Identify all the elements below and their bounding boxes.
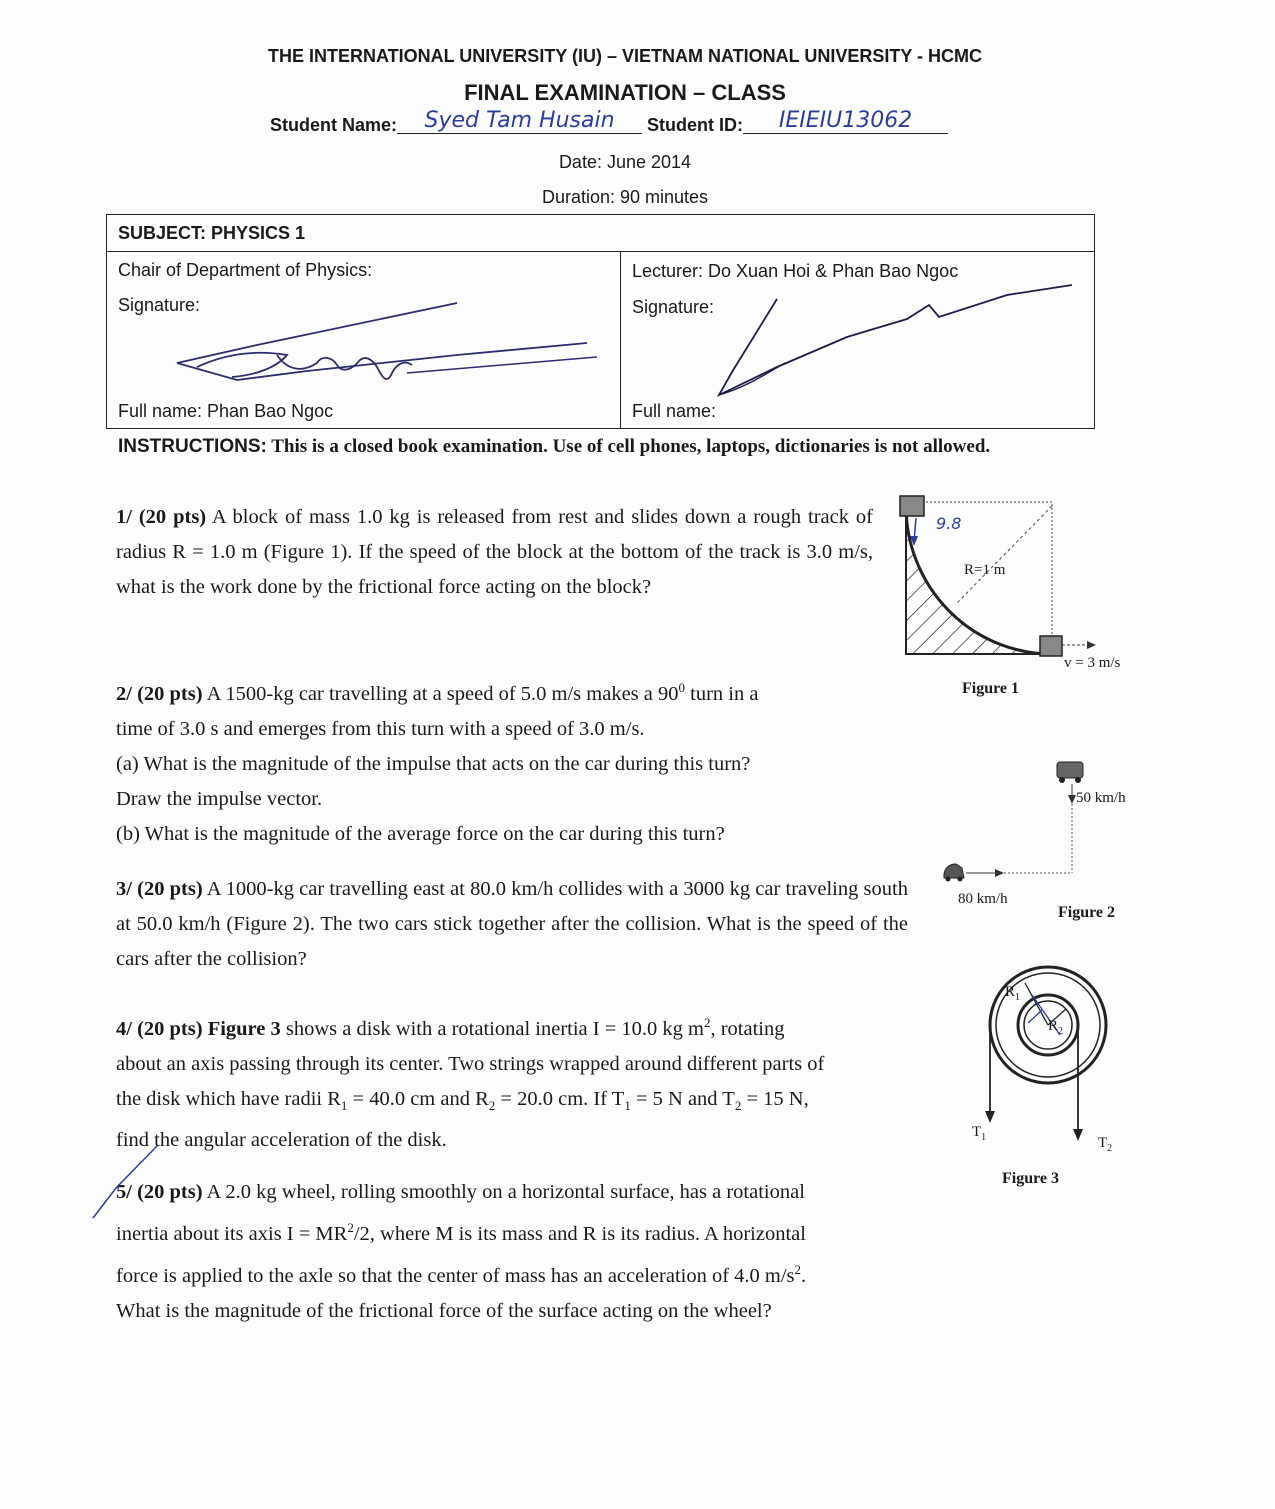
question-2 <box>116 670 876 852</box>
exam-title: FINAL EXAMINATION – CLASS <box>464 80 786 105</box>
q1-text: A block of mass 1.0 kg is released from rest and slides down a rough track of radius R = 1.0 m (Figure 1). If the speed of the block at the bottom of the track is 3.0 m/s, what is the work done by the frictional force acting on the block? <box>116 506 873 598</box>
q5-line1: A 2.0 kg wheel, rolling smoothly on a horizontal surface, has a rotational <box>202 1181 805 1203</box>
chair-label: Chair of Department of Physics: <box>118 260 373 280</box>
figure-3-t2: $T_2$ <box>1098 1135 1113 1154</box>
question-4 <box>116 1005 956 1158</box>
student-id-label: Student ID: <box>647 115 744 135</box>
question-1 <box>116 500 873 605</box>
margin-pen-stroke <box>88 1140 168 1225</box>
figure-2-south-speed: 50 km/h <box>1076 790 1126 806</box>
figure-3-caption: Figure 3 <box>1002 1170 1060 1187</box>
figure-1-speed-label: v = 3 m/s <box>1064 655 1121 671</box>
info-table <box>106 214 1095 429</box>
figure-2-caption: Figure 2 <box>1058 904 1116 921</box>
figure-3-t1: $T_1$ <box>972 1124 987 1143</box>
q1-head: 1/ (20 pts) <box>116 506 207 528</box>
figure-2-east-speed: 80 km/h <box>958 891 1008 907</box>
exam-duration: Duration: 90 minutes <box>541 187 709 207</box>
instructions-label: INSTRUCTIONS: <box>118 436 267 457</box>
table-divider <box>620 251 621 428</box>
lecturer-full-name: Full name: <box>632 401 717 421</box>
university-name: THE INTERNATIONAL UNIVERSITY (IU) – VIETNAM NATIONAL UNIVERSITY - HCMC <box>267 46 983 66</box>
figure-3-r2: $R_2$ <box>1048 1018 1064 1037</box>
figure-1-caption: Figure 1 <box>962 680 1020 697</box>
q2-line1-end: turn in a <box>685 682 759 705</box>
instructions <box>118 436 990 458</box>
question-5 <box>116 1175 956 1329</box>
subject-title: SUBJECT: PHYSICS 1 <box>118 223 306 243</box>
q3-text: A 1000-kg car travelling east at 80.0 km/h collides with a 3000 kg car traveling south at 50.0 km/h (Figure 2). The two cars stick together after the collision. What is the speed of the cars after the collision? <box>116 878 908 970</box>
figure-1-radius-label: R=1 m <box>964 562 1006 578</box>
chair-signature <box>137 295 597 390</box>
q5-head: 5/ (20 pts) <box>116 1181 203 1203</box>
q4-line1-end: , rotating <box>710 1017 785 1040</box>
q5-line4: What is the magnitude of the frictional force of the surface acting on the wheel? <box>116 1299 772 1322</box>
student-name-value[interactable]: Syed Tam Husain <box>397 108 642 134</box>
figure-3-diagram <box>970 955 1120 1165</box>
q4-sup: 2 <box>703 1015 711 1030</box>
student-id-value[interactable]: IEIEIU13062 <box>743 108 948 134</box>
instructions-text: This is a closed book examination. Use of cell phones, laptops, dictionaries is not allowed. <box>266 436 991 457</box>
student-name-label: Student Name: <box>270 115 398 135</box>
exam-date: Date: June 2014 <box>558 152 692 172</box>
question-3 <box>116 872 908 977</box>
q2-part-b: (b) What is the magnitude of the average force on the car during this turn? <box>116 822 725 845</box>
lecturer-signature <box>707 277 1087 407</box>
q4-line3: the disk which have radii $R_1 = 40.0$ cm and $R_2 = 20.0$ cm. If $T_1 = 5$ N and $T_2 = 15$ N, <box>116 1087 809 1113</box>
lecturer-label: Lecturer: Do Xuan Hoi & Phan Bao Ngoc <box>632 261 959 281</box>
q2-degree: 0 <box>678 680 686 695</box>
q2-part-a: (a) What is the magnitude of the impulse that acts on the car during this turn? <box>116 752 751 775</box>
q4-line2: about an axis passing through its center. Two strings wrapped around different parts of <box>116 1052 825 1075</box>
student-line <box>270 108 948 138</box>
q3-head: 3/ (20 pts) <box>116 878 203 900</box>
q2-head: 2/ (20 pts) <box>116 682 203 705</box>
q4-figure-ref: Figure 3 <box>207 1017 281 1040</box>
chair-full-name: Full name: Phan Bao Ngoc <box>118 401 334 421</box>
figure-1-note: 9.8 <box>936 514 962 533</box>
q2-part-a2: Draw the impulse vector. <box>116 787 323 810</box>
q4-line1: shows a disk with a rotational inertia I = 10.0 kg m <box>280 1017 704 1040</box>
q4-line4: find the angular acceleration of the disk. <box>116 1128 447 1151</box>
q2-line2: time of 3.0 s and emerges from this turn with a speed of 3.0 m/s. <box>116 717 645 740</box>
q4-head: 4/ (20 pts) <box>116 1017 203 1040</box>
q2-line1: A 1500-kg car travelling at a speed of 5.0 m/s makes a 90 <box>206 682 679 705</box>
q5-line2: inertia about its axis $I = MR^2/2$, where M is its mass and R is its radius. A horizontal <box>116 1220 806 1245</box>
q5-line3: force is applied to the axle so that the center of mass has an acceleration of 4.0 $m/s^2$. <box>116 1261 807 1287</box>
figure-2-diagram <box>940 756 1090 886</box>
lecturer-signature-label: Signature: <box>632 297 715 317</box>
subject-row <box>107 215 1094 252</box>
figure-1-diagram <box>896 492 1116 667</box>
chair-signature-label: Signature: <box>118 295 201 315</box>
figure-3-r1: $R_1$ <box>1005 984 1021 1003</box>
